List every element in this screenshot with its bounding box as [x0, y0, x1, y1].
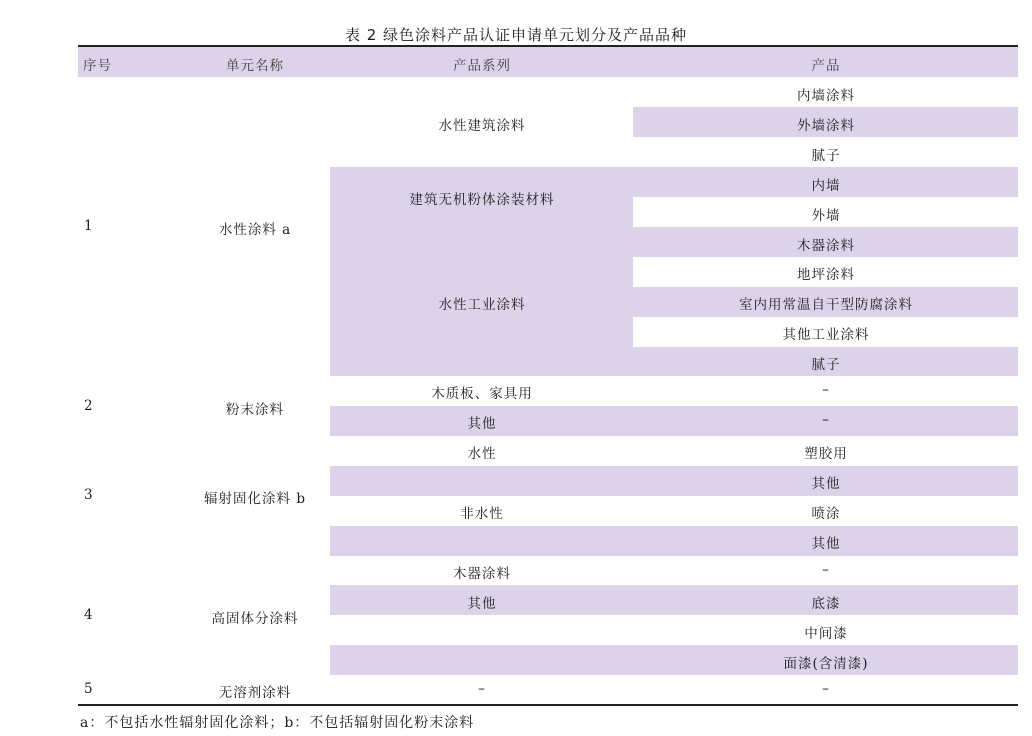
product-cell: 其他工业涂料	[782, 327, 870, 343]
product-cell: 内墙涂料	[797, 88, 855, 104]
product-cell: 室内用常温自干型防腐涂料	[739, 297, 913, 313]
product-cell: 其他	[811, 536, 841, 552]
header-unit-name: 单元名称	[226, 58, 284, 74]
unit-name-cell: 辐射固化涂料 b	[204, 491, 306, 507]
product-cell: 地坪涂料	[797, 267, 855, 283]
row-band	[330, 645, 1018, 675]
series-cell: 非水性	[460, 506, 504, 522]
series-cell: 木器涂料	[453, 566, 511, 582]
row-band	[330, 585, 1018, 615]
series-cell: –	[478, 681, 486, 697]
product-cell: –	[822, 382, 830, 398]
seq-cell: 1	[84, 218, 94, 234]
product-cell: 木器涂料	[797, 238, 855, 254]
product-cell: –	[822, 681, 830, 697]
seq-cell: 3	[84, 487, 94, 503]
unit-name-cell: 粉末涂料	[226, 402, 284, 418]
table-title: 表 2 绿色涂料产品认证申请单元划分及产品品种	[344, 26, 688, 44]
product-cell: –	[822, 562, 830, 578]
seq-cell: 4	[84, 607, 94, 623]
unit-name-cell: 水性涂料 a	[218, 222, 292, 238]
product-cell: 喷涂	[811, 506, 841, 522]
row-band	[330, 466, 1018, 496]
series-cell: 其他	[467, 596, 497, 612]
product-cell: –	[822, 412, 830, 428]
product-cell: 内墙	[811, 178, 841, 194]
header-seq: 序号	[83, 58, 112, 74]
seq-cell: 2	[84, 398, 94, 414]
product-cell: 腻子	[811, 148, 841, 164]
series-cell: 水性	[467, 446, 497, 462]
product-cell: 其他	[811, 476, 841, 492]
row-band	[330, 526, 1018, 556]
series-cell: 水性工业涂料	[438, 297, 526, 313]
product-cell: 底漆	[811, 596, 841, 612]
header-band	[78, 47, 1018, 77]
header-product: 产品	[811, 58, 841, 74]
product-cell: 面漆(含清漆)	[783, 656, 869, 672]
series-cell: 其他	[467, 416, 497, 432]
series-cell: 水性建筑涂料	[438, 118, 526, 134]
series-cell: 木质板、家具用	[431, 386, 533, 402]
product-cell: 外墙	[811, 208, 841, 224]
series-cell: 建筑无机粉体涂装材料	[409, 192, 555, 208]
product-cell: 外墙涂料	[797, 118, 855, 134]
unit-name-cell: 高固体分涂料	[211, 611, 299, 627]
unit-name-cell: 无溶剂涂料	[218, 685, 292, 701]
seq-cell: 5	[84, 681, 94, 697]
bottom-rule	[78, 704, 1018, 706]
header-series: 产品系列	[453, 58, 511, 74]
product-cell: 中间漆	[804, 626, 848, 642]
row-band	[330, 406, 1018, 436]
product-cell: 塑胶用	[804, 446, 848, 462]
product-cell: 腻子	[811, 357, 841, 373]
table-footnote: a：不包括水性辐射固化涂料；b：不包括辐射固化粉末涂料	[80, 715, 475, 731]
